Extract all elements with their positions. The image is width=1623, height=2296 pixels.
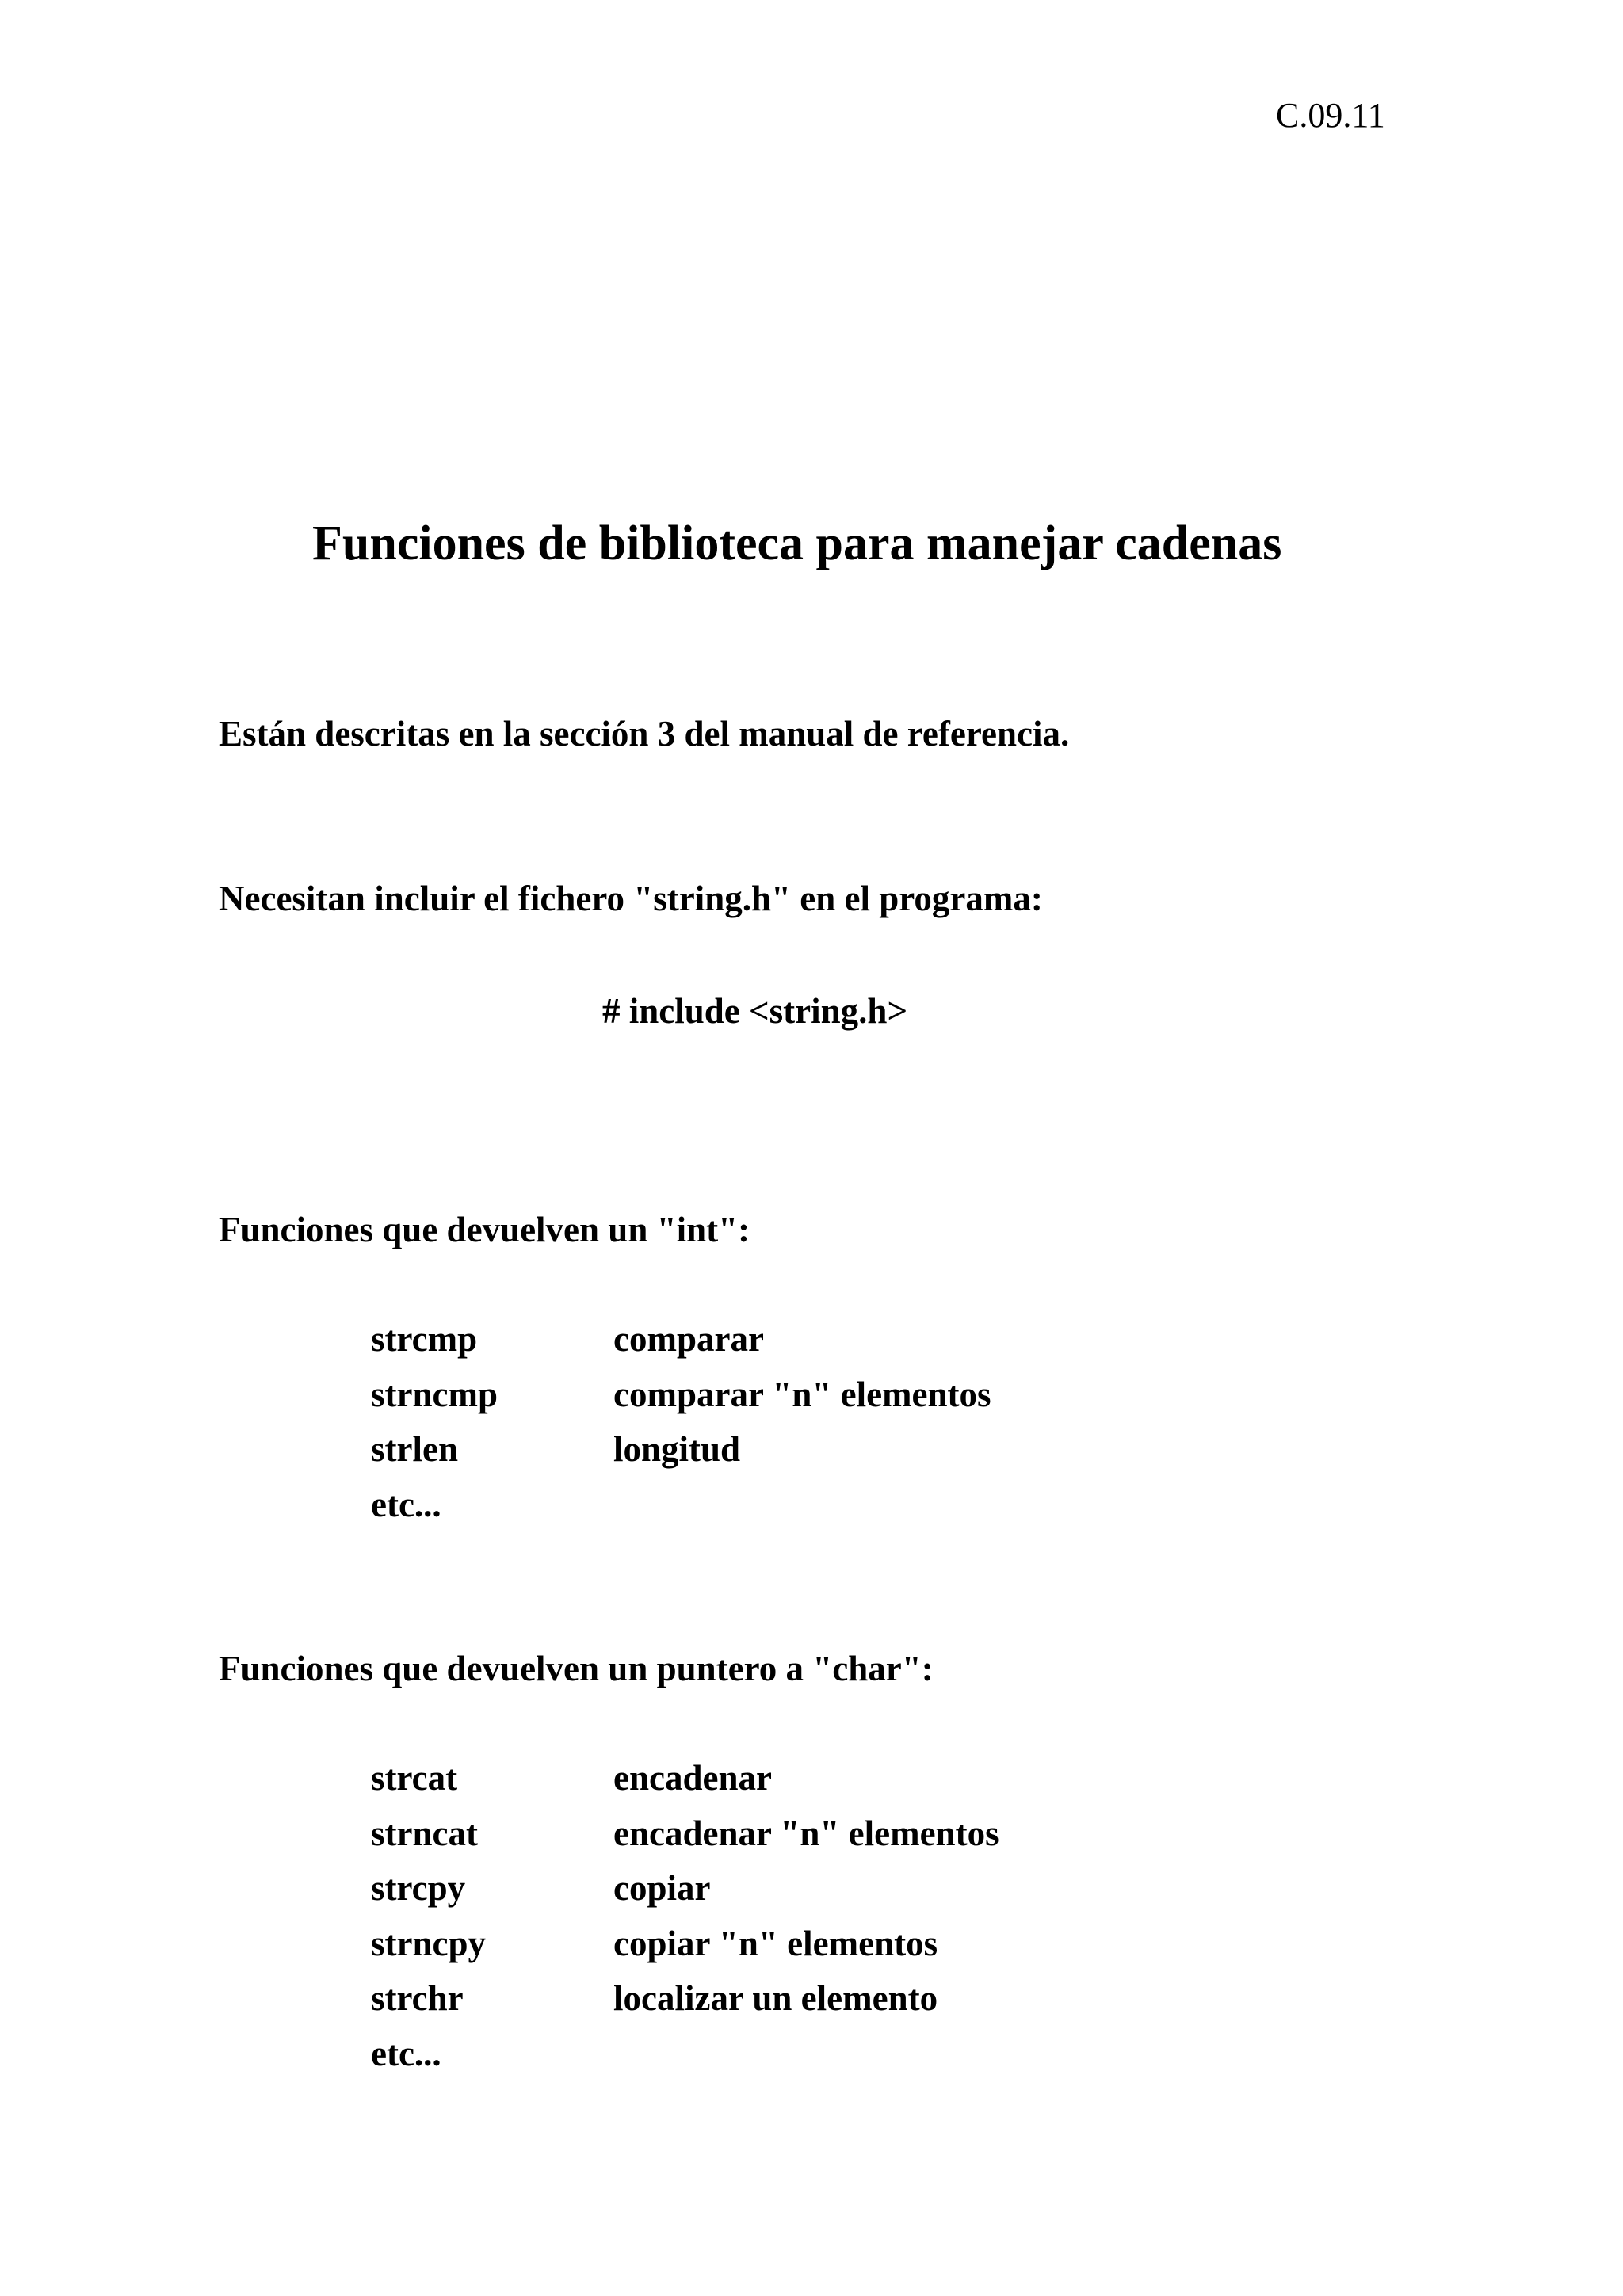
function-name: etc... <box>371 1484 441 1524</box>
function-description: longitud <box>613 1429 741 1469</box>
function-description: comparar "n" elementos <box>613 1374 991 1414</box>
function-description: encadenar <box>613 1758 772 1798</box>
function-description: comparar <box>613 1319 764 1359</box>
function-name: strcpy <box>371 1868 466 1908</box>
function-name: strlen <box>371 1429 458 1469</box>
function-description: copiar "n" elementos <box>613 1923 938 1963</box>
page-title: Funciones de biblioteca para manejar cadenas <box>312 517 1282 570</box>
function-name: strcat <box>371 1758 458 1798</box>
page-code: C.09.11 <box>1276 96 1385 135</box>
char-functions-heading: Funciones que devuelven un puntero a "char": <box>219 1649 934 1688</box>
function-name: strncpy <box>371 1923 486 1963</box>
include-paragraph: Necesitan incluir el fichero "string.h" en el programa: <box>219 879 1043 918</box>
reference-paragraph: Están descritas en la sección 3 del manual de referencia. <box>219 714 1070 753</box>
function-name: strncmp <box>371 1374 498 1414</box>
function-description: localizar un elemento <box>613 1978 938 2018</box>
function-name: etc... <box>371 2033 441 2073</box>
int-functions-heading: Funciones que devuelven un "int": <box>219 1210 750 1249</box>
function-description: encadenar "n" elementos <box>613 1813 999 1853</box>
function-name: strcmp <box>371 1319 478 1359</box>
function-name: strncat <box>371 1813 478 1853</box>
function-name: strchr <box>371 1978 464 2018</box>
include-directive: # include <string.h> <box>602 991 908 1031</box>
function-description: copiar <box>613 1868 711 1908</box>
